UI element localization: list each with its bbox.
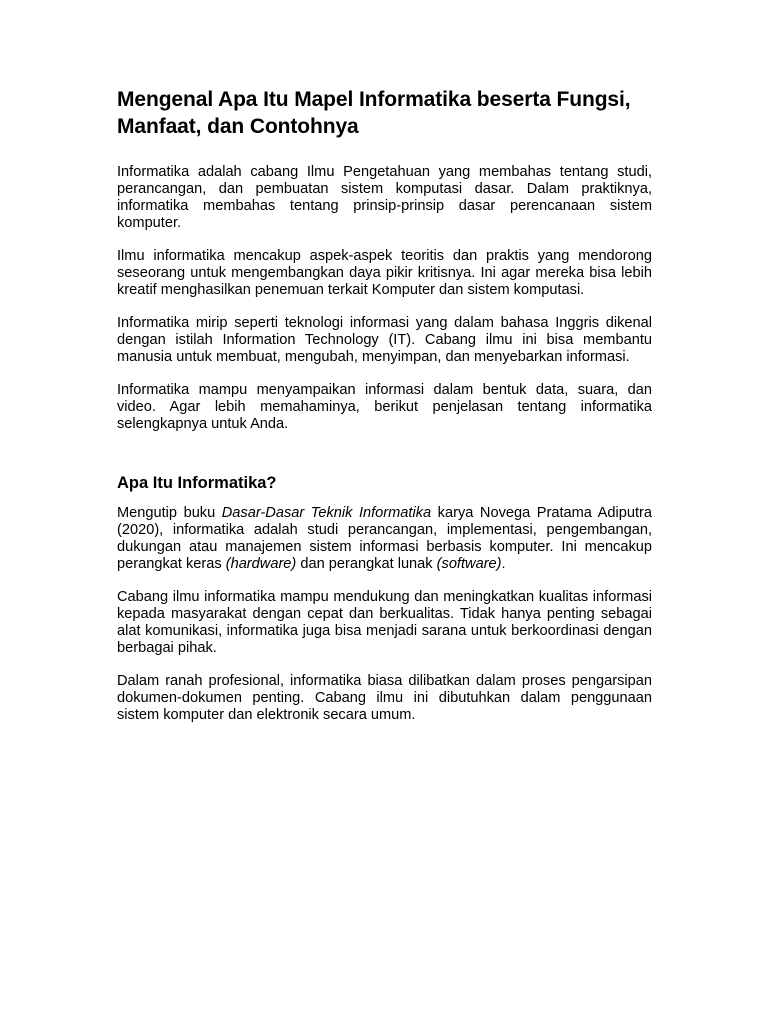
text-span: Mengutip buku <box>117 505 222 521</box>
section-heading: Apa Itu Informatika? <box>117 474 277 492</box>
section-paragraph: Cabang ilmu informatika mampu mendukung dan meningkatkan kualitas informasi kepada masyarakat dengan cepat dan berkualitas. Tidak hanya penting sebagai alat komunikasi, informatika juga bisa menjadi sarana untuk berkoordinasi dengan berbagai pihak. <box>117 589 652 656</box>
intro-paragraph: Informatika mirip seperti teknologi informasi yang dalam bahasa Inggris dikenal dengan istilah Information Technology (IT). Cabang ilmu ini bisa membantu manusia untuk membuat, mengubah, menyimpan, dan menyebarkan informasi. <box>117 315 652 365</box>
software-term: (software) <box>436 556 502 572</box>
text-span: dan perangkat lunak <box>296 556 437 572</box>
text-span: . <box>501 556 506 572</box>
hardware-term: (hardware) <box>225 556 297 572</box>
document-title: Mengenal Apa Itu Mapel Informatika beserta Fungsi, Manfaat, dan Contohnya <box>117 88 631 138</box>
document-page <box>117 86 652 740</box>
section-paragraph <box>117 505 652 573</box>
intro-paragraph: Informatika mampu menyampaikan informasi dalam bentuk data, suara, dan video. Agar lebih memahaminya, berikut penjelasan tentang informatika selengkapnya untuk Anda. <box>117 382 652 432</box>
intro-paragraph: Ilmu informatika mencakup aspek-aspek teoritis dan praktis yang mendorong seseorang untuk mengembangkan daya pikir kritisnya. Ini agar mereka bisa lebih kreatif menghasilkan penemuan terkait Komputer dan sistem komputasi. <box>117 248 652 298</box>
section-paragraph: Dalam ranah profesional, informatika biasa dilibatkan dalam proses pengarsipan dokumen-dokumen penting. Cabang ilmu ini dibutuhkan dalam penggunaan sistem komputer dan elektronik secara umum. <box>117 673 652 723</box>
intro-paragraph: Informatika adalah cabang Ilmu Pengetahuan yang membahas tentang studi, perancangan, dan pembuatan sistem komputasi dasar. Dalam praktiknya, informatika membahas tentang prinsip-prinsip dasar perencanaan sistem komputer. <box>117 164 652 231</box>
text-span: karya Novega Pratama Adiputra (2020), informatika adalah studi perancangan, implementasi, pengembangan, dukungan atau manajemen sistem informasi berbasis komputer. Ini mencakup perangkat keras <box>117 505 652 572</box>
book-title: Dasar-Dasar Teknik Informatika <box>221 505 432 521</box>
